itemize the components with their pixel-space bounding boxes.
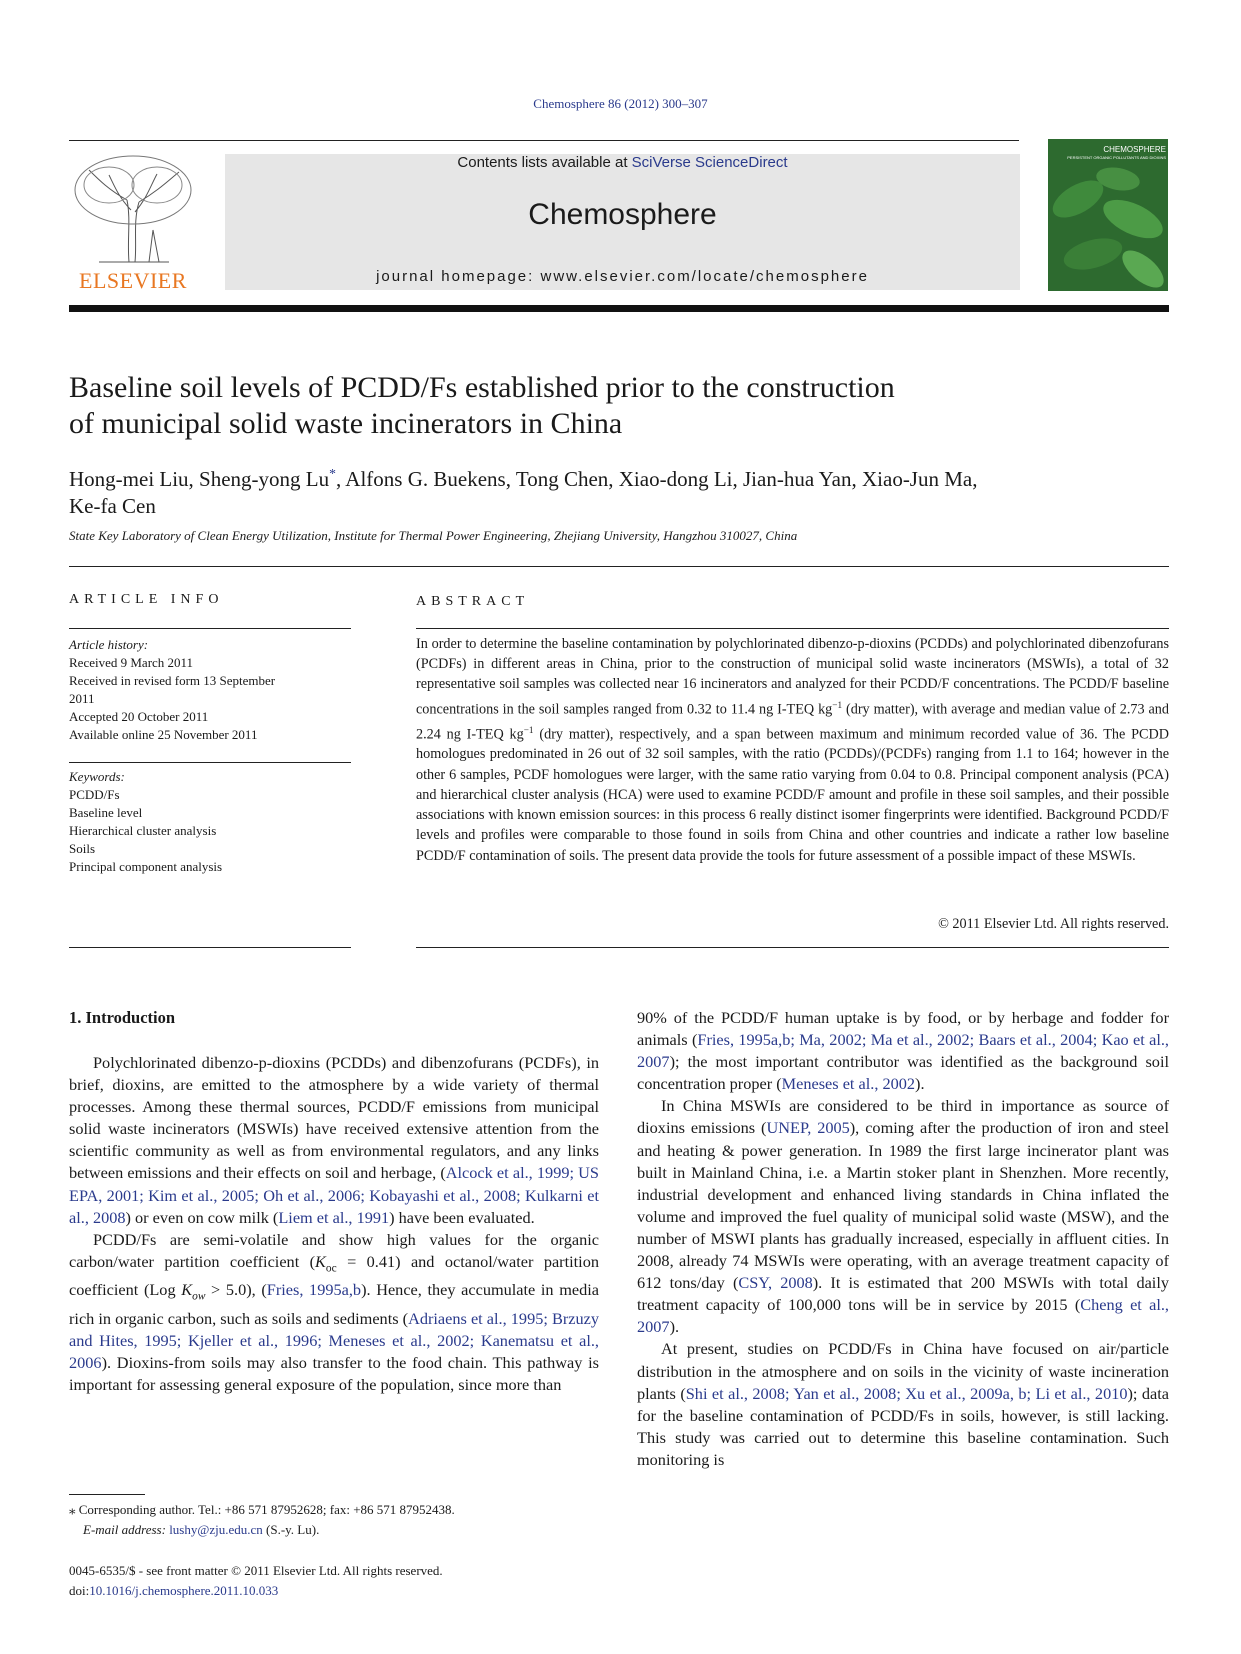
elsevier-wordmark: ELSEVIER: [79, 268, 187, 293]
text: ). Hence, they accumulate in media rich in organic carbon, such as soils and sediments (: [69, 1280, 599, 1328]
abstract-bottom-rule: [416, 947, 1169, 948]
accepted-date: Accepted 20 October 2011: [69, 709, 209, 724]
citation-link[interactable]: Shi et al., 2008; Yan et al., 2008; Xu et al., 2009a, b; Li et al., 2010: [685, 1383, 1128, 1403]
citation-link[interactable]: Alcock et al., 1999; US EPA, 2001; Kim et al., 2005; Oh et al., 2006; Kobayashi et al., 2008; Kulkarni et al., 2008: [69, 1163, 599, 1227]
email-link[interactable]: lushy@zju.edu.cn: [169, 1522, 263, 1537]
citation-link[interactable]: Cheng et al., 2007: [637, 1295, 1169, 1337]
online-date: Available online 25 November 2011: [69, 727, 258, 742]
journal-homepage[interactable]: journal homepage: www.elsevier.com/locate/chemosphere: [376, 268, 869, 285]
citation-link[interactable]: Fries, 1995a,b: [266, 1280, 362, 1300]
cover-title: CHEMOSPHERE: [1103, 145, 1166, 154]
paragraph: [637, 1007, 1169, 1095]
citation-link[interactable]: Fries, 1995a,b; Ma, 2002; Ma et al., 2002; Baars et al., 2004; Kao et al., 2007: [637, 1030, 1169, 1072]
article-info-rule: [69, 628, 351, 629]
issn-line: 0045-6535/$ - see front matter © 2011 Elsevier Ltd. All rights reserved.: [69, 1563, 443, 1578]
text: Polychlorinated dibenzo-p-dioxins (PCDDs) and dibenzofurans (PCDFs), in brief, dioxins, are emitted to the atmosphere by a wide variety of thermal processes. Among these thermal sources, PCDD/F emissions from municipal solid waste incinerators (MSWIs) have received extensive attention from the scientific community as well as from environmental regulators, and any links between emissions and their effects on soil and herbage, (: [69, 1053, 599, 1183]
affiliation: State Key Laboratory of Clean Energy Utilization, Institute for Thermal Power Engineering, Zhejiang University, Hangzhou 310027, China: [69, 528, 798, 543]
received-date: Received 9 March 2011: [69, 655, 194, 670]
contents-line: [225, 154, 1020, 171]
footnote-rule: [69, 1494, 145, 1495]
title-line-1: Baseline soil levels of PCDD/Fs established prior to the construction: [69, 371, 895, 404]
citation-link[interactable]: Meneses et al., 2002: [781, 1074, 916, 1094]
authors-part-1: Hong-mei Liu, Sheng-yong Lu: [69, 467, 330, 491]
text: ); the most important contributor was identified as the background soil concentration proper (: [637, 1052, 1169, 1094]
keyword: Soils: [69, 841, 96, 856]
keywords-rule: [69, 762, 351, 763]
history-label: Article history:: [69, 637, 149, 652]
text: ).: [669, 1317, 680, 1337]
email-label: E-mail address:: [83, 1522, 170, 1537]
elsevier-logo: [69, 150, 197, 296]
email-suffix: (S.-y. Lu).: [262, 1522, 320, 1537]
abstract-part: In order to determine the baseline contamination by polychlorinated dibenzo-p-dioxins (PCDDs) and polychlorinated dibenzofurans (PCDFs) in different areas in China, prior to the construction of municipal solid waste incinerators (MSWIs), a total of 32 representative soil samples was collected near 16 incinerators and analyzed for their PCDD/F concentrations. The PCDD/F baseline concentrations in the soil samples ranged from 0.32 to 11.4 ng I-TEQ kg: [416, 636, 1169, 718]
title-line-2: of municipal solid waste incinerators in China: [69, 407, 623, 440]
body-column-right: [637, 1007, 1169, 1471]
footnote-text: Corresponding author. Tel.: +86 571 87952628; fax: +86 571 87952438.: [75, 1502, 455, 1517]
article-info-bottom-rule: [69, 947, 351, 948]
journal-cover: [1048, 139, 1168, 291]
keyword: Hierarchical cluster analysis: [69, 823, 217, 838]
keywords: [69, 768, 351, 876]
text: > 5.0), (: [205, 1280, 267, 1300]
abstract-rule: [416, 628, 1169, 629]
text: ) have been evaluated.: [389, 1207, 535, 1227]
abstract-text: [416, 634, 1169, 866]
subscript: oc: [325, 1262, 337, 1275]
citation-link[interactable]: CSY, 2008: [738, 1273, 813, 1293]
article-title: [69, 370, 1069, 442]
authors-part-3: Ke-fa Cen: [69, 494, 156, 518]
article-history: [69, 636, 351, 744]
citation-link[interactable]: UNEP, 2005: [766, 1118, 850, 1138]
revised-date-year: 2011: [69, 691, 95, 706]
text: ).: [915, 1074, 925, 1094]
body-column-left: [69, 1052, 599, 1396]
text: In China MSWIs are considered to be third in importance as source of dioxins emissions (: [637, 1096, 1169, 1138]
paragraph: [637, 1095, 1169, 1338]
text: ) or even on cow milk (: [125, 1207, 279, 1227]
keyword: Baseline level: [69, 805, 143, 820]
exponent: −1: [832, 699, 843, 710]
sciencedirect-link[interactable]: SciVerse ScienceDirect: [631, 154, 788, 171]
text: PCDD/Fs are semi-volatile and show high values for the organic carbon/water partition coefficient (: [69, 1229, 599, 1271]
text: At present, studies on PCDD/Fs in China have focused on air/particle distribution in the atmosphere and on soils in the vicinity of waste incineration plants (: [637, 1339, 1169, 1403]
revised-date: Received in revised form 13 September: [69, 673, 276, 688]
symbol: K: [181, 1280, 193, 1300]
doi-link[interactable]: 10.1016/j.chemosphere.2011.10.033: [89, 1583, 279, 1598]
keyword: Principal component analysis: [69, 859, 223, 874]
citation-link[interactable]: Adriaens et al., 1995; Brzuzy and Hites, 1995; Kjeller et al., 1996; Meneses et al., 2002; Kanematsu et al., 2006: [69, 1308, 599, 1372]
section-heading-introduction: 1. Introduction: [69, 1008, 176, 1027]
abstract-copyright: © 2011 Elsevier Ltd. All rights reserved.: [938, 916, 1169, 932]
abstract-heading: ABSTRACT: [416, 594, 530, 609]
article-info-heading: ARTICLE INFO: [69, 592, 224, 607]
exponent: −1: [523, 724, 534, 735]
author-list: [69, 460, 1169, 520]
header-thick-rule: [69, 305, 1169, 312]
text: ). It is estimated that 200 MSWIs with total daily treatment capacity of 100,000 tons will be in service by 2015 (: [637, 1273, 1169, 1315]
doi-label: doi:: [69, 1583, 90, 1598]
keyword: PCDD/Fs: [69, 787, 120, 802]
front-matter: [69, 1561, 599, 1601]
abstract-part: (dry matter), with average and median value of 2.73 and 2.24 ng I-TEQ kg: [416, 701, 1169, 743]
header-rule: [69, 140, 1019, 141]
contents-prefix: Contents lists available at: [457, 154, 632, 171]
citation-link[interactable]: Liem et al., 1991: [278, 1207, 390, 1227]
footnote-mark: ⁎: [69, 1502, 76, 1517]
text: ); data for the baseline contamination of PCDD/Fs in soils, however, is still lacking. This study was carried out to determine this baseline contamination. Such monitoring is: [637, 1383, 1169, 1469]
footnote: [69, 1500, 599, 1540]
text: ). Dioxins-from soils may also transfer to the food chain. This pathway is important for assessing general exposure of the population, since more than: [69, 1352, 599, 1394]
leaf-cover-icon: [1048, 139, 1168, 291]
symbol: K: [315, 1251, 326, 1271]
paragraph: [69, 1052, 599, 1229]
keywords-label: Keywords:: [69, 769, 125, 784]
paragraph: [69, 1229, 599, 1396]
journal-banner: [225, 154, 1020, 290]
cover-subtitle: PERSISTENT ORGANIC POLLUTANTS AND DIOXINS: [1067, 155, 1166, 160]
paragraph: [637, 1338, 1169, 1471]
journal-name: Chemosphere: [528, 198, 717, 231]
subscript: ow: [192, 1290, 206, 1303]
text: ), coming after the production of iron and steel and heating & power generation. In 1989 the first large incinerator plant was built in Mainland China, i.e. a Martin stoker plant in Shenzhen. More recently, industrial development and enhanced living standards in China inflated the volume and improved the fuel quality of municipal solid waste (MSW), and the number of MSWI plants has gradually increased, especially in affluent cities. In 2008, already 74 MSWIs were operating, with an average treatment capacity of 612 tons/day (: [637, 1118, 1169, 1293]
text: = 0.41) and octanol/water partition coefficient (Log: [69, 1251, 599, 1300]
corresponding-author-mark[interactable]: *: [329, 466, 336, 481]
text: 90% of the PCDD/F human uptake is by food, or by herbage and fodder for animals (: [637, 1008, 1169, 1050]
abstract-part: (dry matter), respectively, and a span between maximum and minimum recorded value of 36. The PCDD homologues predominated in 26 out of 32 soil samples, with the ratio (PCDDs)/(PCDFs) ranging from 1.1 to 164; however in the other 6 samples, PCDF homologues were larger, with the same ratio varying from 0.04 to 0.8. Principal component analysis (PCA) and hierarchical cluster analysis (HCA) were used to examine PCDD/F amount and profile in these soil samples, and their possible associations with known emission sources: in this process 6 really distinct isomer fingerprints were identified. Background PCDD/F levels and profiles were comparable to those found in soils from China and other countries and indicate a rather low baseline PCDD/F contamination of soils. The present data provide the tools for future assessment of a possible impact of these MSWIs.: [416, 726, 1169, 864]
authors-part-2: , Alfons G. Buekens, Tong Chen, Xiao-dong Li, Jian-hua Yan, Xiao-Jun Ma,: [335, 467, 978, 491]
affiliation-rule: [69, 566, 1169, 567]
journal-citation[interactable]: Chemosphere 86 (2012) 300–307: [533, 96, 708, 111]
